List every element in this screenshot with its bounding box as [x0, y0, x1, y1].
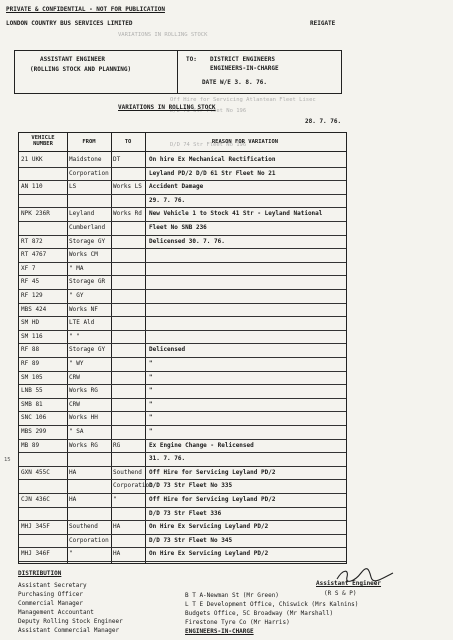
cell-vehicle: SM HD	[21, 319, 40, 327]
row-rule	[19, 439, 346, 440]
variations-table	[18, 132, 347, 564]
row-rule	[19, 479, 346, 480]
cell-reason: 29. 7. 76.	[149, 196, 186, 204]
cell-reason: D/D 73 Str Fleet 336	[149, 509, 222, 517]
distribution-recipient: L T E Development Office, Chiswick (Mrs Kalnins)	[185, 601, 359, 608]
memo-to-label: TO:	[186, 56, 197, 63]
col-divider-3	[145, 133, 146, 563]
cell-vehicle: RT 872	[21, 237, 43, 245]
header-vehicle: VEHICLE NUMBER	[31, 135, 55, 147]
row-rule	[19, 357, 346, 358]
cell-reason: D/D 73 Str Fleet No 345	[149, 536, 233, 544]
row-rule	[19, 262, 346, 263]
cell-from: "	[69, 550, 73, 558]
cell-reason: "	[149, 360, 153, 367]
cell-vehicle: MHJ 346F	[21, 550, 50, 558]
cell-reason: "	[149, 414, 153, 422]
row-rule	[19, 466, 346, 467]
distribution-recipient: Firestone Tyre Co (Mr Harris)	[185, 619, 290, 626]
row-rule	[19, 547, 346, 548]
row-rule	[19, 398, 346, 399]
distribution-title: DISTRIBUTION	[18, 570, 62, 577]
section-title: VARIATIONS IN ROLLING STOCK	[118, 104, 216, 111]
row-rule	[19, 507, 346, 508]
row-rule	[19, 194, 346, 195]
cell-vehicle: MHJ 345F	[21, 523, 50, 531]
header-from: FROM	[82, 139, 96, 145]
row-rule	[19, 520, 346, 521]
row-rule	[19, 289, 346, 290]
cell-reason: "	[149, 428, 153, 435]
row-rule	[19, 452, 346, 453]
cell-from: LTE Ald	[69, 319, 95, 327]
memo-divider	[177, 51, 178, 93]
cell-reason: "	[149, 373, 153, 381]
cell-reason: Delicensed 30. 7. 76.	[149, 237, 225, 245]
distribution-recipient: Management Accountant	[18, 609, 94, 616]
cell-vehicle: MBS 424	[21, 305, 47, 313]
cell-vehicle: AN 110	[21, 183, 43, 191]
cell-reason: Accident Damage	[149, 183, 204, 191]
cell-vehicle: GXN 455C	[21, 468, 50, 476]
cell-from: Cumberland	[69, 224, 106, 231]
cell-vehicle: SM 116	[21, 332, 43, 340]
cell-to: "	[113, 496, 117, 503]
distribution-recipient: Commercial Manager	[18, 600, 84, 607]
row-rule	[19, 275, 346, 276]
cell-reason: 31. 7. 76.	[149, 455, 186, 463]
row-rule	[19, 561, 346, 562]
location-label: REIGATE	[310, 20, 336, 27]
cell-vehicle: RF 129	[21, 292, 43, 299]
row-rule	[19, 493, 346, 494]
cell-from: Works RG	[69, 387, 98, 395]
cell-vehicle: CJN 436C	[21, 496, 50, 503]
cell-reason: Leyland PD/2 D/D 61 Str Fleet No 21	[149, 169, 276, 177]
cell-from: " GY	[69, 292, 84, 299]
cell-reason: On hire Ex Mechanical Rectification	[149, 156, 276, 163]
memo-from-line2: (ROLLING STOCK AND PLANNING)	[30, 66, 132, 73]
cell-reason: Fleet No SNB 236	[149, 224, 207, 231]
cell-reason: Off Hire for Servicing Leyland PD/2	[149, 468, 276, 476]
row-rule	[19, 180, 346, 181]
cell-from: CRW	[69, 373, 80, 381]
ghost-line-2: D/D 73 Str Fleet No 196	[170, 108, 247, 114]
distribution-recipient: Purchasing Officer	[18, 591, 84, 598]
cell-from: HA	[69, 496, 77, 503]
row-rule	[19, 343, 346, 344]
row-rule	[19, 235, 346, 236]
cell-vehicle: XF 7	[21, 264, 36, 272]
cell-reason: On Hire Ex Servicing Leyland PD/2	[149, 550, 269, 558]
ghost-line-1: Off Hire for Servicing Atlantean Fleet Lisec	[170, 97, 316, 103]
cell-from: Storage GR	[69, 278, 106, 286]
cell-from: " WY	[69, 360, 84, 367]
cell-vehicle: RF 45	[21, 278, 40, 286]
margin-mark: 15	[4, 457, 11, 463]
header-rule	[19, 151, 346, 152]
cell-reason: "	[149, 387, 153, 395]
ghost-line-3: D/D 74 Str Fleet No 196	[170, 142, 247, 148]
classification-label: PRIVATE & CONFIDENTIAL - NOT FOR PUBLICATION	[6, 6, 165, 13]
cell-from: " SA	[69, 428, 84, 435]
distribution-recipient: Assistant Secretary	[18, 582, 87, 589]
memo-to-line1: DISTRICT ENGINEERS	[210, 56, 276, 63]
row-rule	[19, 384, 346, 385]
distribution-recipient: Assistant Commercial Manager	[18, 627, 120, 634]
cell-from: Corporation	[69, 169, 109, 177]
cell-from: Works HH	[69, 414, 98, 422]
cell-reason: On Hire Ex Servicing Leyland PD/2	[149, 523, 269, 531]
cell-from: Southend	[69, 523, 98, 531]
cell-vehicle: SNC 106	[21, 414, 47, 422]
memo-from-line1: ASSISTANT ENGINEER	[40, 56, 106, 63]
cell-vehicle: 21 UKK	[21, 156, 43, 163]
cell-from: Maidstone	[69, 156, 102, 163]
cell-from: Works RG	[69, 441, 98, 449]
row-rule	[19, 303, 346, 304]
cell-from: Corporation	[69, 536, 109, 544]
cell-to: Works LS	[113, 183, 142, 191]
cell-from: HA	[69, 468, 77, 476]
cell-vehicle: RF 88	[21, 346, 40, 354]
distribution-recipient: Deputy Rolling Stock Engineer	[18, 618, 123, 625]
row-rule	[19, 248, 346, 249]
memo-to-line2: ENGINEERS-IN-CHARGE	[210, 65, 279, 72]
cell-vehicle: RT 4767	[21, 251, 47, 259]
cell-from: Leyland	[69, 210, 95, 218]
row-rule	[19, 316, 346, 317]
cell-reason: Off Hire for Servicing Leyland PD/2	[149, 496, 276, 503]
cell-to: HA	[113, 523, 121, 531]
memo-date: DATE W/E 3. 8. 76.	[202, 79, 268, 86]
cell-to: Works Rd	[113, 210, 142, 218]
cell-reason: D/D 73 Str Fleet No 335	[149, 482, 233, 490]
cell-from: Works CM	[69, 251, 98, 259]
cell-from: Storage GY	[69, 237, 106, 245]
cell-from: " MA	[69, 264, 84, 272]
row-rule	[19, 330, 346, 331]
row-rule	[19, 207, 346, 208]
header-to: TO	[124, 139, 132, 145]
row-rule	[19, 167, 346, 168]
cell-reason: Delicensed	[149, 346, 186, 354]
cell-vehicle: SM 105	[21, 373, 43, 381]
cell-to: DT	[113, 156, 121, 163]
cell-vehicle: RF 89	[21, 360, 40, 367]
row-rule	[19, 534, 346, 535]
cell-from: " "	[69, 332, 80, 340]
cell-from: Storage GY	[69, 346, 106, 354]
cell-vehicle: MBS 299	[21, 428, 47, 435]
col-divider-1	[67, 133, 68, 563]
cell-vehicle: SMB 81	[21, 400, 43, 408]
distribution-recipient: Budgets Office, 5C Broadway (Mr Marshall)	[185, 610, 334, 617]
row-rule	[19, 221, 346, 222]
cell-from: Works NF	[69, 305, 98, 313]
cell-vehicle: MB 89	[21, 441, 40, 449]
row-rule	[19, 371, 346, 372]
cell-to: Corporation	[113, 482, 153, 490]
section-date: 28. 7. 76.	[305, 118, 342, 125]
cell-vehicle: LNB 55	[21, 387, 43, 395]
col-divider-2	[111, 133, 112, 563]
cell-to: Southend	[113, 468, 142, 476]
cell-to: RG	[113, 441, 121, 449]
cell-reason: New Vehicle 1 to Stock 41 Str - Leyland National	[149, 210, 323, 218]
company-name: LONDON COUNTRY BUS SERVICES LIMITED	[6, 20, 133, 27]
cell-vehicle: NPK 236R	[21, 210, 50, 218]
cell-reason: Ex Engine Change - Relicensed	[149, 441, 254, 449]
row-rule	[19, 425, 346, 426]
signature-title: Assistant Engineer	[316, 580, 382, 587]
cell-to: HA	[113, 550, 121, 558]
signature-sub: (R S & P)	[324, 590, 357, 597]
header-reason: REASON FOR VARIATION	[211, 139, 279, 145]
faded-title: VARIATIONS IN ROLLING STOCK	[118, 32, 208, 38]
cell-reason: "	[149, 400, 153, 408]
cell-from: LS	[69, 183, 77, 191]
cell-from: CRW	[69, 400, 80, 408]
distribution-recipient: ENGINEERS-IN-CHARGE	[185, 628, 254, 635]
distribution-recipient: B T A-Newman St (Mr Green)	[185, 592, 279, 599]
row-rule	[19, 411, 346, 412]
